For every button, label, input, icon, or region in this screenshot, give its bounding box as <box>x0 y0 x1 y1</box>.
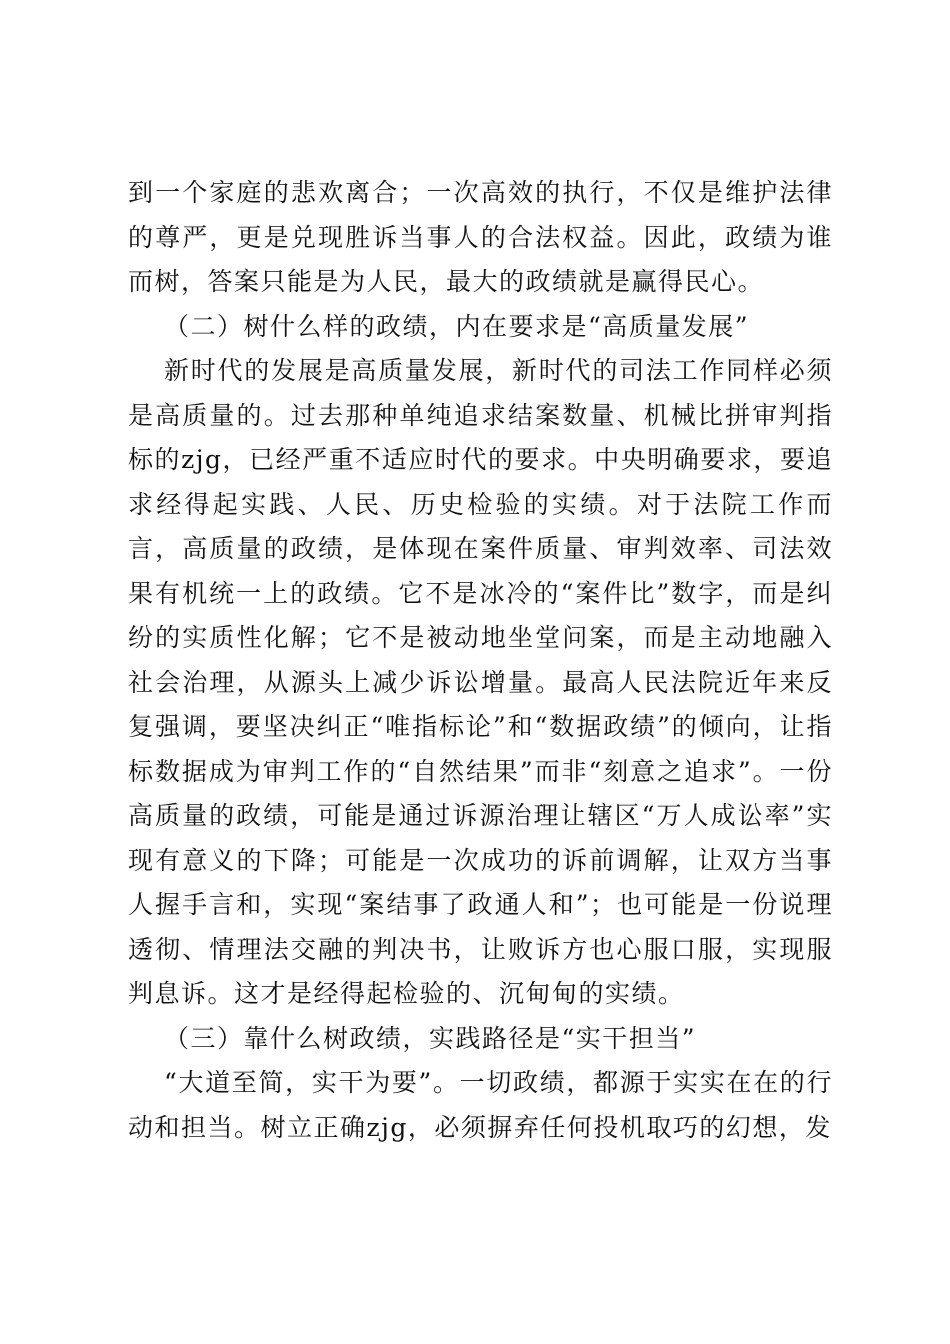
paragraph-high-quality: 新时代的发展是高质量发展，新时代的司法工作同样必须是高质量的。过去那种单纯追求结案数量、机械比拼审判指标的zjg，已经严重不适应时代的要求。中央明确要求，要追求经得起实践、人民、历史检验的实绩。对于法院工作而言，高质量的政绩，是体现在案件质量、审判效率、司法效果有机统一上的政绩。它不是冰冷的“案件比”数字，而是纠纷的实质性化解；它不是被动地坐堂问案，而是主动地融入社会治理，从源头上减少诉讼增量。最高人民法院近年来反复强调，要坚决纠正“唯指标论”和“数据政绩”的倾向，让指标数据成为审判工作的“自然结果”而非“刻意之追求”。一份高质量的政绩，可能是通过诉源治理让辖区“万人成讼率”实现有意义的下降；可能是一次成功的诉前调解，让双方当事人握手言和，实现“案结事了政通人和”；也可能是一份说理透彻、情理法交融的判决书，让败诉方也心服口服，实现服判息诉。这才是经得起检验的、沉甸甸的实绩。 <box>128 356 833 1008</box>
section-heading-2: （二）树什么样的政绩，内在要求是“高质量发展” <box>164 311 750 341</box>
section-heading-3: （三）靠什么树政绩，实践路径是“实干担当” <box>164 1023 697 1053</box>
paragraph-continuation: 到一个家庭的悲欢离合；一次高效的执行，不仅是维护法律的尊严，更是兑现胜诉当事人的合法权益。因此，政绩为谁而树，答案只能是为人民，最大的政绩就是赢得民心。 <box>128 178 833 296</box>
paragraph-practice: “大道至简，实干为要”。一切政绩，都源于实实在在的行动和担当。树立正确zjg，必须摒弃任何投机取巧的幻想，发 <box>128 1068 833 1142</box>
document-body <box>128 171 833 1150</box>
